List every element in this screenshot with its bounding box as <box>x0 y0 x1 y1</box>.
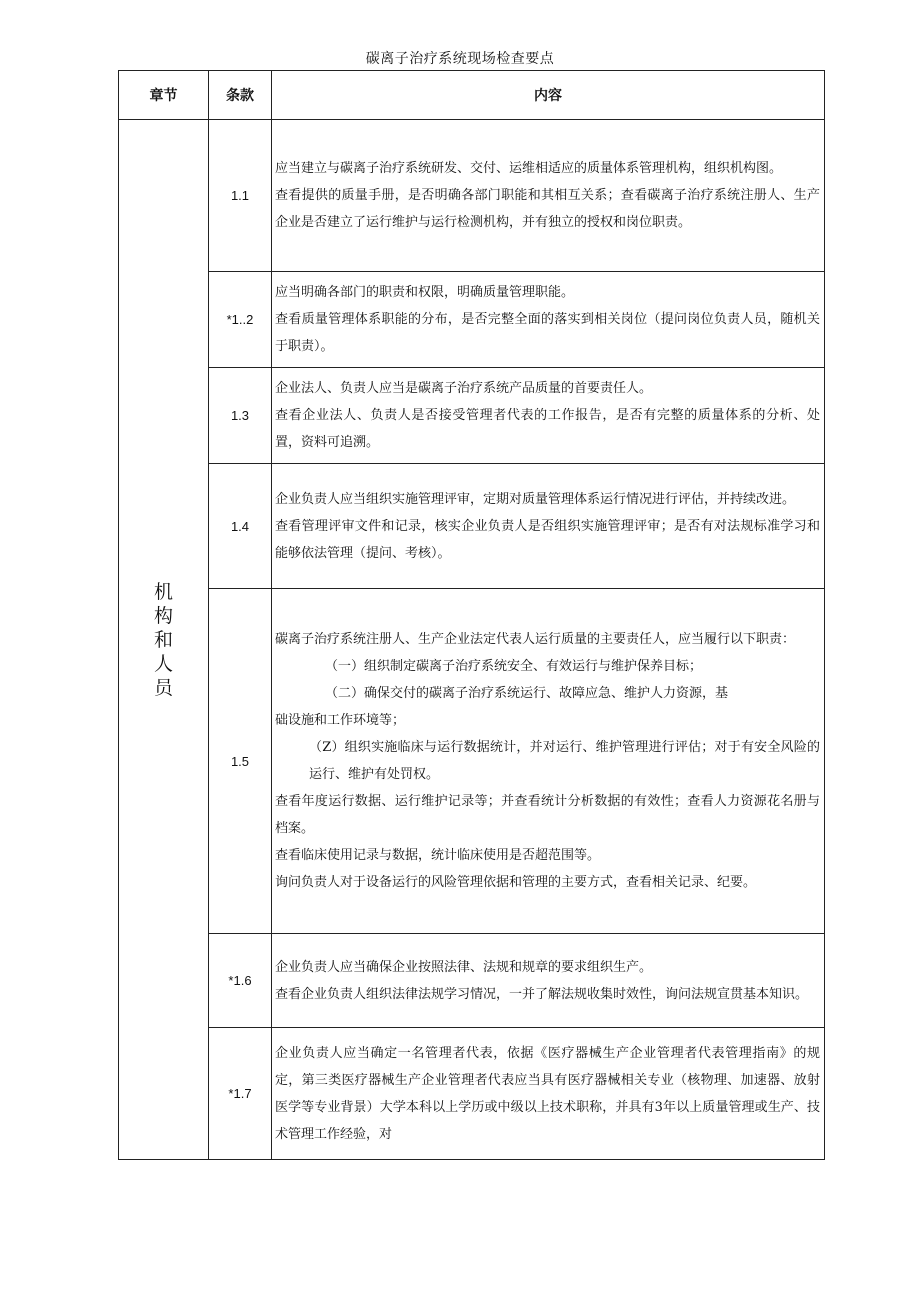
content-cell <box>272 120 825 272</box>
content-line: 应当建立与碳离子治疗系统研发、交付、运维相适应的质量体系管理机构，组织机构图。 <box>275 161 783 176</box>
chapter-char: 构 <box>153 604 173 627</box>
table-row <box>119 272 825 368</box>
content-cell <box>272 1028 825 1160</box>
clause-number: 1.5 <box>209 589 272 934</box>
content-cell <box>272 464 825 589</box>
content-cell <box>272 368 825 464</box>
content-line: 应当明确各部门的职责和权限，明确质量管理职能。 <box>275 285 575 300</box>
table-row <box>119 120 825 272</box>
content-line: 企业负责人应当确定一名管理者代表，依据《医疗器械生产企业管理者代表管理指南》的规定，第三类医疗器械生产企业管理者代表应当具有医疗器械相关专业（核物理、加速器、放射医学等专业背景）大学本科以上学历或中级以上技术职称，并具有3年以上质量管理或生产、技术管理工作经验，对 <box>275 1045 820 1142</box>
content-line: 查看企业负责人组织法律法规学习情况，一并了解法规收集时效性，询问法规宣贯基本知识。 <box>275 986 809 1002</box>
clause-number: 1.1 <box>209 120 272 272</box>
content-line: 查看质量管理体系职能的分布，是否完整全面的落实到相关岗位（提问岗位负责人员，随机关于职责）。 <box>275 312 820 354</box>
chapter-char: 机 <box>153 580 173 603</box>
table-row <box>119 1028 825 1160</box>
chapter-cell <box>119 120 209 1160</box>
content-line: （Z）组织实施临床与运行数据统计，并对运行、维护管理进行评估；对于有安全风险的运行、维护有处罚权。 <box>309 740 820 782</box>
content-cell <box>272 589 825 934</box>
content-cell <box>272 934 825 1028</box>
header-chapter: 章节 <box>119 71 209 120</box>
clause-number: *1.7 <box>209 1028 272 1160</box>
content-line: 查看年度运行数据、运行维护记录等；并查看统计分析数据的有效性；查看人力资源花名册与档案。 <box>275 794 820 836</box>
content-line: 查看临床使用记录与数据，统计临床使用是否超范围等。 <box>275 848 601 863</box>
content-line: 查看企业法人、负责人是否接受管理者代表的工作报告，是否有完整的质量体系的分析、处置，资料可追溯。 <box>275 408 820 450</box>
table-row <box>119 934 825 1028</box>
header-content: 内容 <box>272 71 825 120</box>
header-clause: 条款 <box>209 71 272 120</box>
content-line: 企业负责人应当确保企业按照法律、法规和规章的要求组织生产。 <box>275 959 653 975</box>
clause-number: 1.4 <box>209 464 272 589</box>
content-line: （二）确保交付的碳离子治疗系统运行、故障应急、维护人力资源，基 <box>325 686 729 701</box>
content-cell <box>272 272 825 368</box>
page-title: 碳离子治疗系统现场检查要点 <box>365 51 555 67</box>
content-line: 询问负责人对于设备运行的风险管理依据和管理的主要方式，查看相关记录、纪要。 <box>275 875 757 890</box>
table-header-row <box>119 71 825 120</box>
table-row <box>119 368 825 464</box>
content-line: 础设施和工作环境等； <box>275 713 406 728</box>
clause-number: *1.6 <box>209 934 272 1028</box>
chapter-char: 员 <box>153 676 173 699</box>
content-line: 碳离子治疗系统注册人、生产企业法定代表人运行质量的主要责任人，应当履行以下职责： <box>275 632 796 647</box>
chapter-char: 和 <box>153 628 173 651</box>
table-row <box>119 589 825 934</box>
content-line: 查看提供的质量手册，是否明确各部门职能和其相互关系；查看碳离子治疗系统注册人、生产企业是否建立了运行维护与运行检测机构，并有独立的授权和岗位职责。 <box>275 188 820 230</box>
content-line: 企业负责人应当组织实施管理评审，定期对质量管理体系运行情况进行评估，并持续改进。 <box>275 491 796 507</box>
clause-number: *1..2 <box>209 272 272 368</box>
clause-number: 1.3 <box>209 368 272 464</box>
inspection-table <box>118 70 825 1160</box>
table-row <box>119 464 825 589</box>
chapter-char: 人 <box>153 652 173 675</box>
content-line: 查看管理评审文件和记录，核实企业负责人是否组织实施管理评审；是否有对法规标准学习和能够依法管理（提问、考核）。 <box>275 518 820 561</box>
content-line: （一）组织制定碳离子治疗系统安全、有效运行与维护保养目标； <box>325 659 703 674</box>
content-line: 企业法人、负责人应当是碳离子治疗系统产品质量的首要责任人。 <box>275 381 653 396</box>
